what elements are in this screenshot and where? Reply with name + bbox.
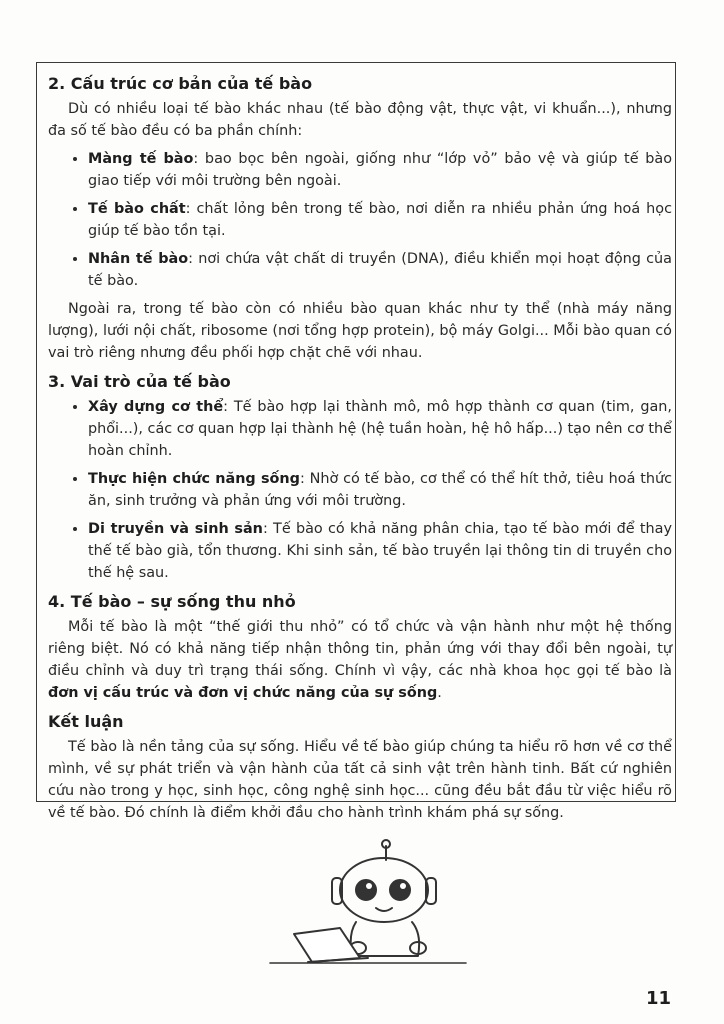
robot-laptop-illustration <box>268 838 468 968</box>
list-item <box>88 248 672 292</box>
list-item-term: Màng tế bào <box>88 151 194 167</box>
conclusion-text: Tế bào là nền tảng của sự sống. Hiểu về tế bào giúp chúng ta hiểu rõ hơn về cơ thể mình, về sự phát triển và vận hành của tất cả sinh vật trên hành tinh. Bất cứ nghiên cứu nào trong y học, sinh học, công nghệ sinh học... cũng đều bắt đầu từ việc hiểu rõ về tế bào. Đó chính là điểm khởi đầu cho hành trình khám phá sự sống. <box>48 739 672 821</box>
section-2-list <box>48 148 672 292</box>
section-4-bold: đơn vị cấu trúc và đơn vị chức năng của sự sống <box>48 685 438 701</box>
robot-eye-left <box>356 880 376 900</box>
list-item <box>88 468 672 512</box>
list-item <box>88 148 672 192</box>
section-3-list <box>48 396 672 584</box>
list-item <box>88 518 672 584</box>
list-item-text: : bao bọc bên ngoài, giống như “lớp vỏ” bảo vệ và giúp tế bào giao tiếp với môi trường bên ngoài. <box>88 151 672 189</box>
section-4-body: Mỗi tế bào là một “thế giới thu nhỏ” có tổ chức và vận hành như một hệ thống riêng biệt. Nó có khả năng tiếp nhận thông tin, phản ứng với thay đổi bên ngoài, tự điều chỉnh và duy trì trạng thái sống. Chính vì vậy, các nhà khoa học gọi tế bào là <box>48 619 672 679</box>
conclusion-heading: Kết luận <box>48 712 124 731</box>
robot-body <box>351 922 419 956</box>
list-item <box>88 198 672 242</box>
section-4-text <box>48 616 672 704</box>
list-item-text: : Tế bào hợp lại thành mô, mô hợp thành cơ quan (tim, gan, phổi...), các cơ quan hợp lại thành hệ (hệ tuần hoàn, hệ hô hấp...) tạo nên cơ thể hoàn chỉnh. <box>88 399 672 459</box>
list-item-text: : chất lỏng bên trong tế bào, nơi diễn ra nhiều phản ứng hoá học giúp tế bào tồn tại. <box>88 201 672 239</box>
robot-head <box>340 858 428 922</box>
list-item-term: Nhân tế bào <box>88 251 189 267</box>
section-2-outro: Ngoài ra, trong tế bào còn có nhiều bào quan khác như ty thể (nhà máy năng lượng), lưới nội chất, ribosome (nơi tổng hợp protein), bộ máy Golgi... Mỗi bào quan có vai trò riêng nhưng đều phối hợp chặt chẽ với nhau. <box>48 301 672 361</box>
section-2 <box>48 72 672 364</box>
section-4-end: . <box>437 685 442 701</box>
robot-eye-right <box>390 880 410 900</box>
section-3 <box>48 370 672 584</box>
section-2-intro: Dù có nhiều loại tế bào khác nhau (tế bào động vật, thực vật, vi khuẩn...), nhưng đa số tế bào đều có ba phần chính: <box>48 101 672 139</box>
list-item-term: Tế bào chất <box>88 201 186 217</box>
section-2-heading: 2. Cấu trúc cơ bản của tế bào <box>48 74 313 93</box>
list-item-term: Di truyền và sinh sản <box>88 521 263 537</box>
laptop-screen <box>294 928 360 962</box>
page-number: 11 <box>646 988 672 1009</box>
list-item-text: : nơi chứa vật chất di truyền (DNA), điều khiển mọi hoạt động của tế bào. <box>88 251 672 289</box>
article-body <box>48 72 672 830</box>
list-item-text: : Tế bào có khả năng phân chia, tạo tế bào mới để thay thế tế bào già, tổn thương. Khi sinh sản, tế bào truyền lại thông tin di truyền cho thế hệ sau. <box>88 521 672 581</box>
list-item-term: Thực hiện chức năng sống <box>88 471 300 487</box>
section-3-heading: 3. Vai trò của tế bào <box>48 372 231 391</box>
section-4-heading: 4. Tế bào – sự sống thu nhỏ <box>48 592 296 611</box>
section-4 <box>48 590 672 704</box>
list-item-text: : Nhờ có tế bào, cơ thể có thể hít thở, tiêu hoá thức ăn, sinh trưởng và phản ứng với môi trường. <box>88 471 672 509</box>
robot-smile <box>376 908 392 911</box>
list-item <box>88 396 672 462</box>
list-item-term: Xây dựng cơ thể <box>88 399 224 415</box>
conclusion-section <box>48 710 672 824</box>
